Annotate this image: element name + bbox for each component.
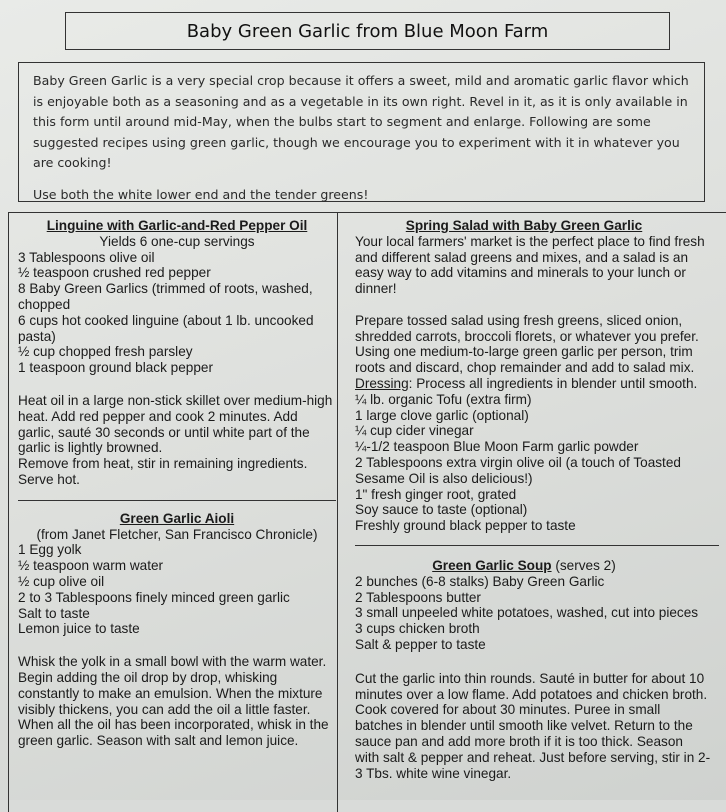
- soup-title: Green Garlic Soup: [432, 557, 552, 573]
- aioli-title: Green Garlic Aioli: [119, 510, 235, 526]
- ingredient: 1 large clove garlic (optional): [355, 407, 529, 423]
- ingredient: ½ teaspoon crushed red pepper: [18, 265, 211, 281]
- linguine-title: Linguine with Garlic-and-Red Pepper Oil: [46, 218, 308, 233]
- direction-line: batches in blender until smooth like velvet. Return to the: [355, 718, 693, 734]
- ingredient: Salt & pepper to taste: [355, 636, 486, 652]
- ingredient: 3 small unpeeled white potatoes, washed, cut into pieces: [355, 605, 699, 621]
- direction-line: Cut the garlic into thin rounds. Sauté in butter for about 10: [355, 670, 705, 686]
- direction-line: sauce pan and add more broth if it is too thick. Season: [355, 733, 683, 749]
- soup-ingredients: [355, 574, 726, 653]
- ingredient: ½ cup chopped fresh parsley: [18, 344, 193, 360]
- soup-heading: [355, 558, 693, 574]
- linguine-yield: Yields 6 one-cup servings: [99, 233, 255, 249]
- ingredient: 3 cups chicken broth: [355, 621, 480, 637]
- page-title: Baby Green Garlic from Blue Moon Farm: [65, 12, 670, 50]
- intro-box: [18, 62, 705, 202]
- ingredient: 2 Tablespoons butter: [355, 589, 481, 605]
- linguine-ingredients: [18, 250, 336, 376]
- ingredient: 2 bunches (6-8 stalks) Baby Green Garlic: [355, 573, 605, 589]
- salad-intro-line: and different salad greens and mixes, and a salad is an: [355, 249, 689, 265]
- salad-intro-line: Your local farmers' market is the perfect place to find fresh: [355, 233, 705, 249]
- direction-line: with salt & pepper and reheat. Just before serving, stir in 2-: [355, 749, 711, 765]
- ingredient: 2 Tablespoons extra virgin olive oil (a touch of Toasted: [355, 454, 681, 470]
- ingredient: 2 to 3 Tablespoons finely minced green garlic: [18, 589, 290, 605]
- soup-serves: (serves 2): [551, 557, 616, 573]
- direction-line: 3 Tbs. white wine vinegar.: [355, 765, 512, 781]
- salad-prep-line: roots and discard, chop remainder and add to salad mix.: [355, 360, 695, 376]
- ingredient: 1 teaspoon ground black pepper: [18, 360, 213, 376]
- ingredient: ½ teaspoon warm water: [18, 558, 164, 574]
- dressing-line: [355, 376, 726, 392]
- ingredient: Salt to taste: [18, 605, 90, 621]
- salad-intro-line: easy way to add vitamins and minerals to your lunch or: [355, 265, 686, 281]
- right-column: [355, 212, 726, 781]
- aioli-directions: Whisk the yolk in a small bowl with the warm water. Begin adding the oil drop by drop, whisking constantly to make an emulsion. When the mixture visibly thickens, you can add the oil a little faster. When all the oil has been incorporated, whisk in the green garlic. Season with salt and lemon juice.: [18, 654, 329, 749]
- ingredient: ½ cup olive oil: [18, 573, 105, 589]
- salad-prep-line: Prepare tossed salad using fresh greens, sliced onion,: [355, 312, 683, 328]
- direction-line: Cook covered for about 30 minutes. Puree in small: [355, 702, 661, 718]
- ingredient: Lemon juice to taste: [18, 621, 140, 637]
- ingredient: Freshly ground black pepper to taste: [355, 518, 576, 534]
- ingredient: 8 Baby Green Garlics (trimmed of roots, washed, chopped: [18, 281, 313, 312]
- soup-directions: [355, 671, 726, 782]
- salad-intro-line: dinner!: [355, 281, 397, 297]
- dressing-instruction: : Process all ingredients in blender until smooth.: [408, 375, 698, 391]
- salad-prep-line: shredded carrots, broccoli florets, or whatever you prefer.: [355, 328, 699, 344]
- ingredient: 1 Egg yolk: [18, 542, 82, 558]
- ingredient: ¼ cup cider vinegar: [355, 423, 474, 439]
- ingredient: 1" fresh ginger root, grated: [355, 486, 517, 502]
- column-divider: [337, 212, 338, 812]
- salad-title: Spring Salad with Baby Green Garlic: [405, 218, 643, 233]
- linguine-directions: Heat oil in a large non-stick skillet over medium-high heat. Add red pepper and cook 2 minutes. Add garlic, sauté 30 seconds or until white part of the garlic is lightly browned.: [18, 392, 333, 456]
- ingredient: Soy sauce to taste (optional): [355, 502, 528, 518]
- ingredient: 3 Tablespoons olive oil: [18, 249, 155, 265]
- salad-prep-line: Using one medium-to-large green garlic per person, trim: [355, 344, 693, 360]
- ingredient: ¼-1/2 teaspoon Blue Moon Farm garlic powder: [355, 439, 639, 455]
- aioli-source: (from Janet Fletcher, San Francisco Chronicle): [36, 526, 318, 542]
- aioli-ingredients: [18, 542, 336, 637]
- linguine-serve: Remove from heat, stir in remaining ingredients. Serve hot.: [18, 456, 308, 487]
- intro-paragraph: Baby Green Garlic is a very special crop because it offers a sweet, mild and aromatic garlic flavor which is enjoyable both as a seasoning and as a vegetable in its own right. Revel in it, as it is only available in this form until around mid-May, when the bulbs start to segment and enlarge. Following are some suggested recipes using green garlic, though we encourage you to experiment with it in whatever you are cooking!: [33, 73, 689, 170]
- left-column: [18, 212, 336, 749]
- ingredient: Sesame Oil is also delicious!): [355, 470, 533, 486]
- dressing-ingredients: [355, 392, 726, 534]
- dressing-label: Dressing: [355, 375, 409, 391]
- ingredient: ¼ lb. organic Tofu (extra firm): [355, 391, 532, 407]
- ingredient: 6 cups hot cooked linguine (about 1 lb. uncooked pasta): [18, 312, 314, 344]
- intro-note: Use both the white lower end and the tender greens!: [33, 186, 369, 202]
- direction-line: minutes over a low flame. Add potatoes and chicken broth.: [355, 686, 708, 702]
